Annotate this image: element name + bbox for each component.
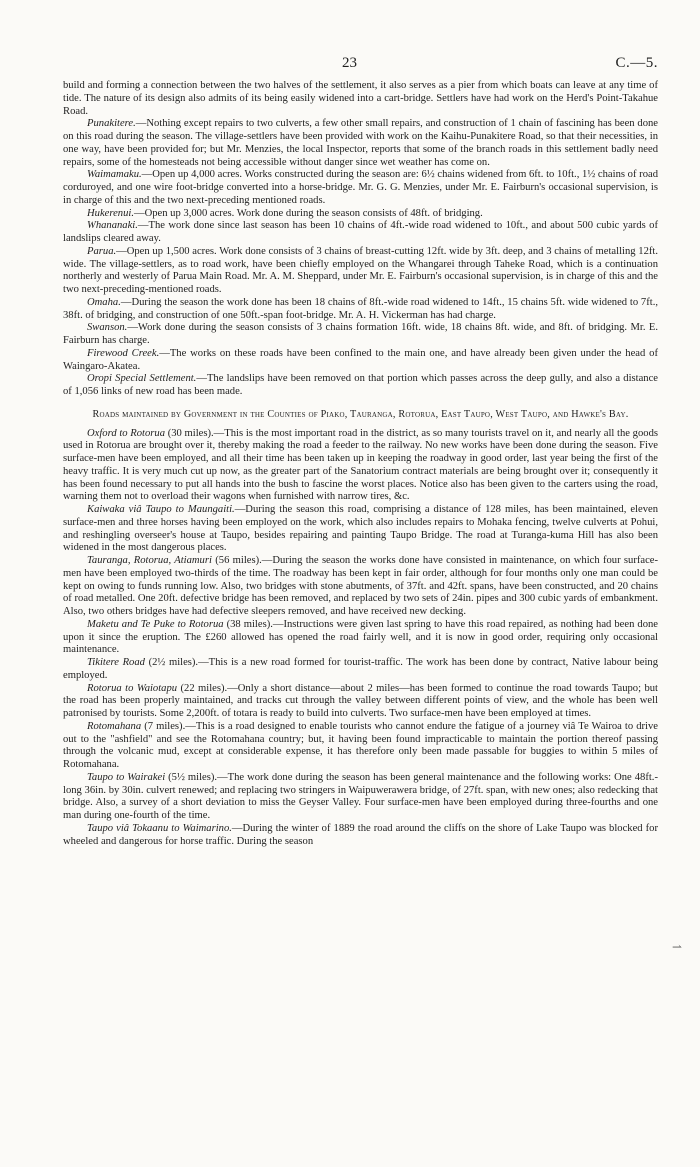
paragraph: Rotorua to Waiotapu (22 miles).—Only a short distance—about 2 miles—has been formed to continue the road towards Taupo; but the road has been properly maintained, and tracks cut through the valley between different points of view, and the whole has been well patronised by tourists. Some 2,200ft. of totara is ready to build into culverts. Two surface-men have been employed at times. [63, 682, 658, 719]
paragraph: Hukerenui.—Open up 3,000 acres. Work done during the season consists of 48ft. of bridging. [87, 207, 483, 219]
margin-mark-icon: ⇀ [672, 940, 683, 954]
paragraph: Maketu and Te Puke to Rotorua (38 miles).—Instructions were given last spring to have this road repaired, as nothing had been done upon it since the eruption. The £260 allowed has opened the road fairly well, and it is now in good order, requiring only occasional maintenance. [63, 618, 658, 656]
paragraph: Kaiwaka viâ Taupo to Maungaiti.—During the season this road, comprising a distance of 128 miles, has been maintained, eleven surface-men and three horses having been employed on the work, which also includes repairs to Mohaka fencing, twelve culverts at Pohui, and reshingling overseer's house at Taupo, besides repairing and painting Taupo Bridge. The road at Turanga-kuma Hill has also been widened in the most dangerous places. [63, 504, 658, 554]
paragraph: Omaha.—During the season the work done has been 18 chains of 8ft.-wide road widened to 14ft., 15 chains 5ft. wide widened to 7ft., 38ft. of bridging, and construction of one 50ft.-span foot-bridge. Mr. A. H. Vickerman has had charge. [63, 296, 658, 321]
paragraph: Oxford to Rotorua (30 miles).—This is the most important road in the district, as so many tourists travel on it, and nearly all the goods used in Rotorua are brought over it, thereby making the road a feeder to the railway. No new works have been done during the season. Five surface-men have been employed, and all their time has been taken up in keeping the roadway in good order, last year being the first of the heavy traffic. It is very much cut up now, as the greater part of the Sanatorium contract materials are being brought over it; consequently it has been found necessary to put all hands into the bush to fascine the worst places. Notice also has been given to the carters using the road, warning them not to overload their wagons when furnished with narrow tires, &c. [63, 427, 658, 503]
paragraph: Tikitere Road (2½ miles).—This is a new road formed for tourist-traffic. The work has been done by contract, Native labour being employed. [63, 657, 658, 681]
paragraph: Taupo to Wairakei (5½ miles).—The work done during the season has been general maintenance and the following works: One 48ft.-long 36in. by 30in. culvert renewed; and replacing two stringers in Waipuwerawera bridge, of 27ft. span, with new ones; also redecking that bridge. Also, a survey of a short deviation to miss the Geyser Valley. Four surface-men have been employed during three-fourths and one man during one-fourth of the time. [63, 771, 658, 821]
paragraph: Firewood Creek.—The works on these roads have been confined to the main one, and have already been given under the head of Waingaro-Akatea. [63, 347, 658, 372]
page-header [63, 0, 658, 71]
document-code: C.—5. [615, 55, 658, 71]
paragraph: Oropi Special Settlement.—The landslips have been removed on that portion which passes across the deep gully, and also a distance of 1,056 links of new road has been made. [63, 373, 659, 397]
section-heading: Roads maintained by Government in the Counties of Piako, Tauranga, Rotorua, East Taupo, West Taupo, and Hawke's Bay. [92, 408, 629, 420]
paragraph: Taupo viâ Tokaanu to Waimarino.—During the winter of 1889 the road around the cliffs on the shore of Lake Taupo was blocked for wheeled and dangerous for horse traffic. During the season [63, 822, 658, 847]
paragraph: Tauranga, Rotorua, Atiamuri (56 miles).—During the season the works done have consisted in maintenance, on which four surface-men have been employed two-thirds of the time. The roadway has been kept in fair order, although for four months only one man could be kept on owing to funds running low. Also, two bridges with stone abutments, of 37ft. and 42ft. spans, have been constructed, and 20 chains of road metalled. One 20ft. defective bridge has been removed, and replaced by two sets of 24in. pipes and 300 cubic yards of embankment. Also, two others bridges have had defective sleepers removed, and have received new decking. [63, 555, 659, 617]
paragraph: Parua.—Open up 1,500 acres. Work done consists of 3 chains of breast-cutting 12ft. wide by 3ft. deep, and 3 chains of metalling 12ft. wide. The village-settlers, as to road work, have been chiefly employed on the Whangarei through Taheke Road, which is a continuation northerly and westerly of Parua Main Road. Mr. A. M. Sheppard, under Mr. E. Fairburn's occasional supervision, is in charge of this and the two next-preceding-mentioned roads. [63, 245, 658, 295]
paragraph: Swanson.—Work done during the season consists of 3 chains formation 16ft. wide, 18 chains 8ft. wide, and 8ft. of bridging. Mr. E. Fairburn has charge. [63, 322, 658, 346]
paragraph: Rotomahana (7 miles).—This is a road designed to enable tourists who cannot endure the fatigue of a journey viâ Te Wairoa to drive out to the "ashfield" and see the Rotomahana country; but, it having been found impracticable to maintain the portion thereof passing through the volcanic mud, except at considerable expense, it has therefore only been made passable for buggies to within 5 miles of Rotomahana. [63, 720, 658, 770]
page-number: 23 [342, 55, 357, 71]
paragraph: build and forming a connection between the two halves of the settlement, it also serves as a pier from which boats can leave at any time of tide. The nature of its design also admits of its being easily widened into a cart-bridge. Settlers have had work on the Herd's Point-Takahue Road. [63, 80, 658, 117]
paragraph: Waimamaku.—Open up 4,000 acres. Works constructed during the season are: 6½ chains widened from 6ft. to 10ft., 1½ chains of road corduroyed, and one wire foot-bridge converted into a horse-bridge. Mr. G. G. Menzies, under Mr. E. Fairburn's occasional supervision, is in charge of this and the two next-preceding mentioned roads. [63, 169, 658, 206]
paragraph: Whananaki.—The work done since last season has been 10 chains of 4ft.-wide road widened to 10ft., and about 500 cubic yards of landslips cleared away. [63, 220, 658, 244]
paragraph: Punakitere.—Nothing except repairs to two culverts, a few other small repairs, and construction of 1 chain of fascining has been done on this road during the season. The village-settlers have been provided with work on the Kaihu-Punakitere Road, so that their necessities, in one way, have been provided for; but Mr. Menzies, the local Inspector, reports that some of the branch roads in this settlement badly need repairs, some of the homesteads not being accessible without danger since wet weather has come on. [63, 118, 658, 168]
document-body [63, 80, 658, 848]
document-page [63, 0, 659, 847]
